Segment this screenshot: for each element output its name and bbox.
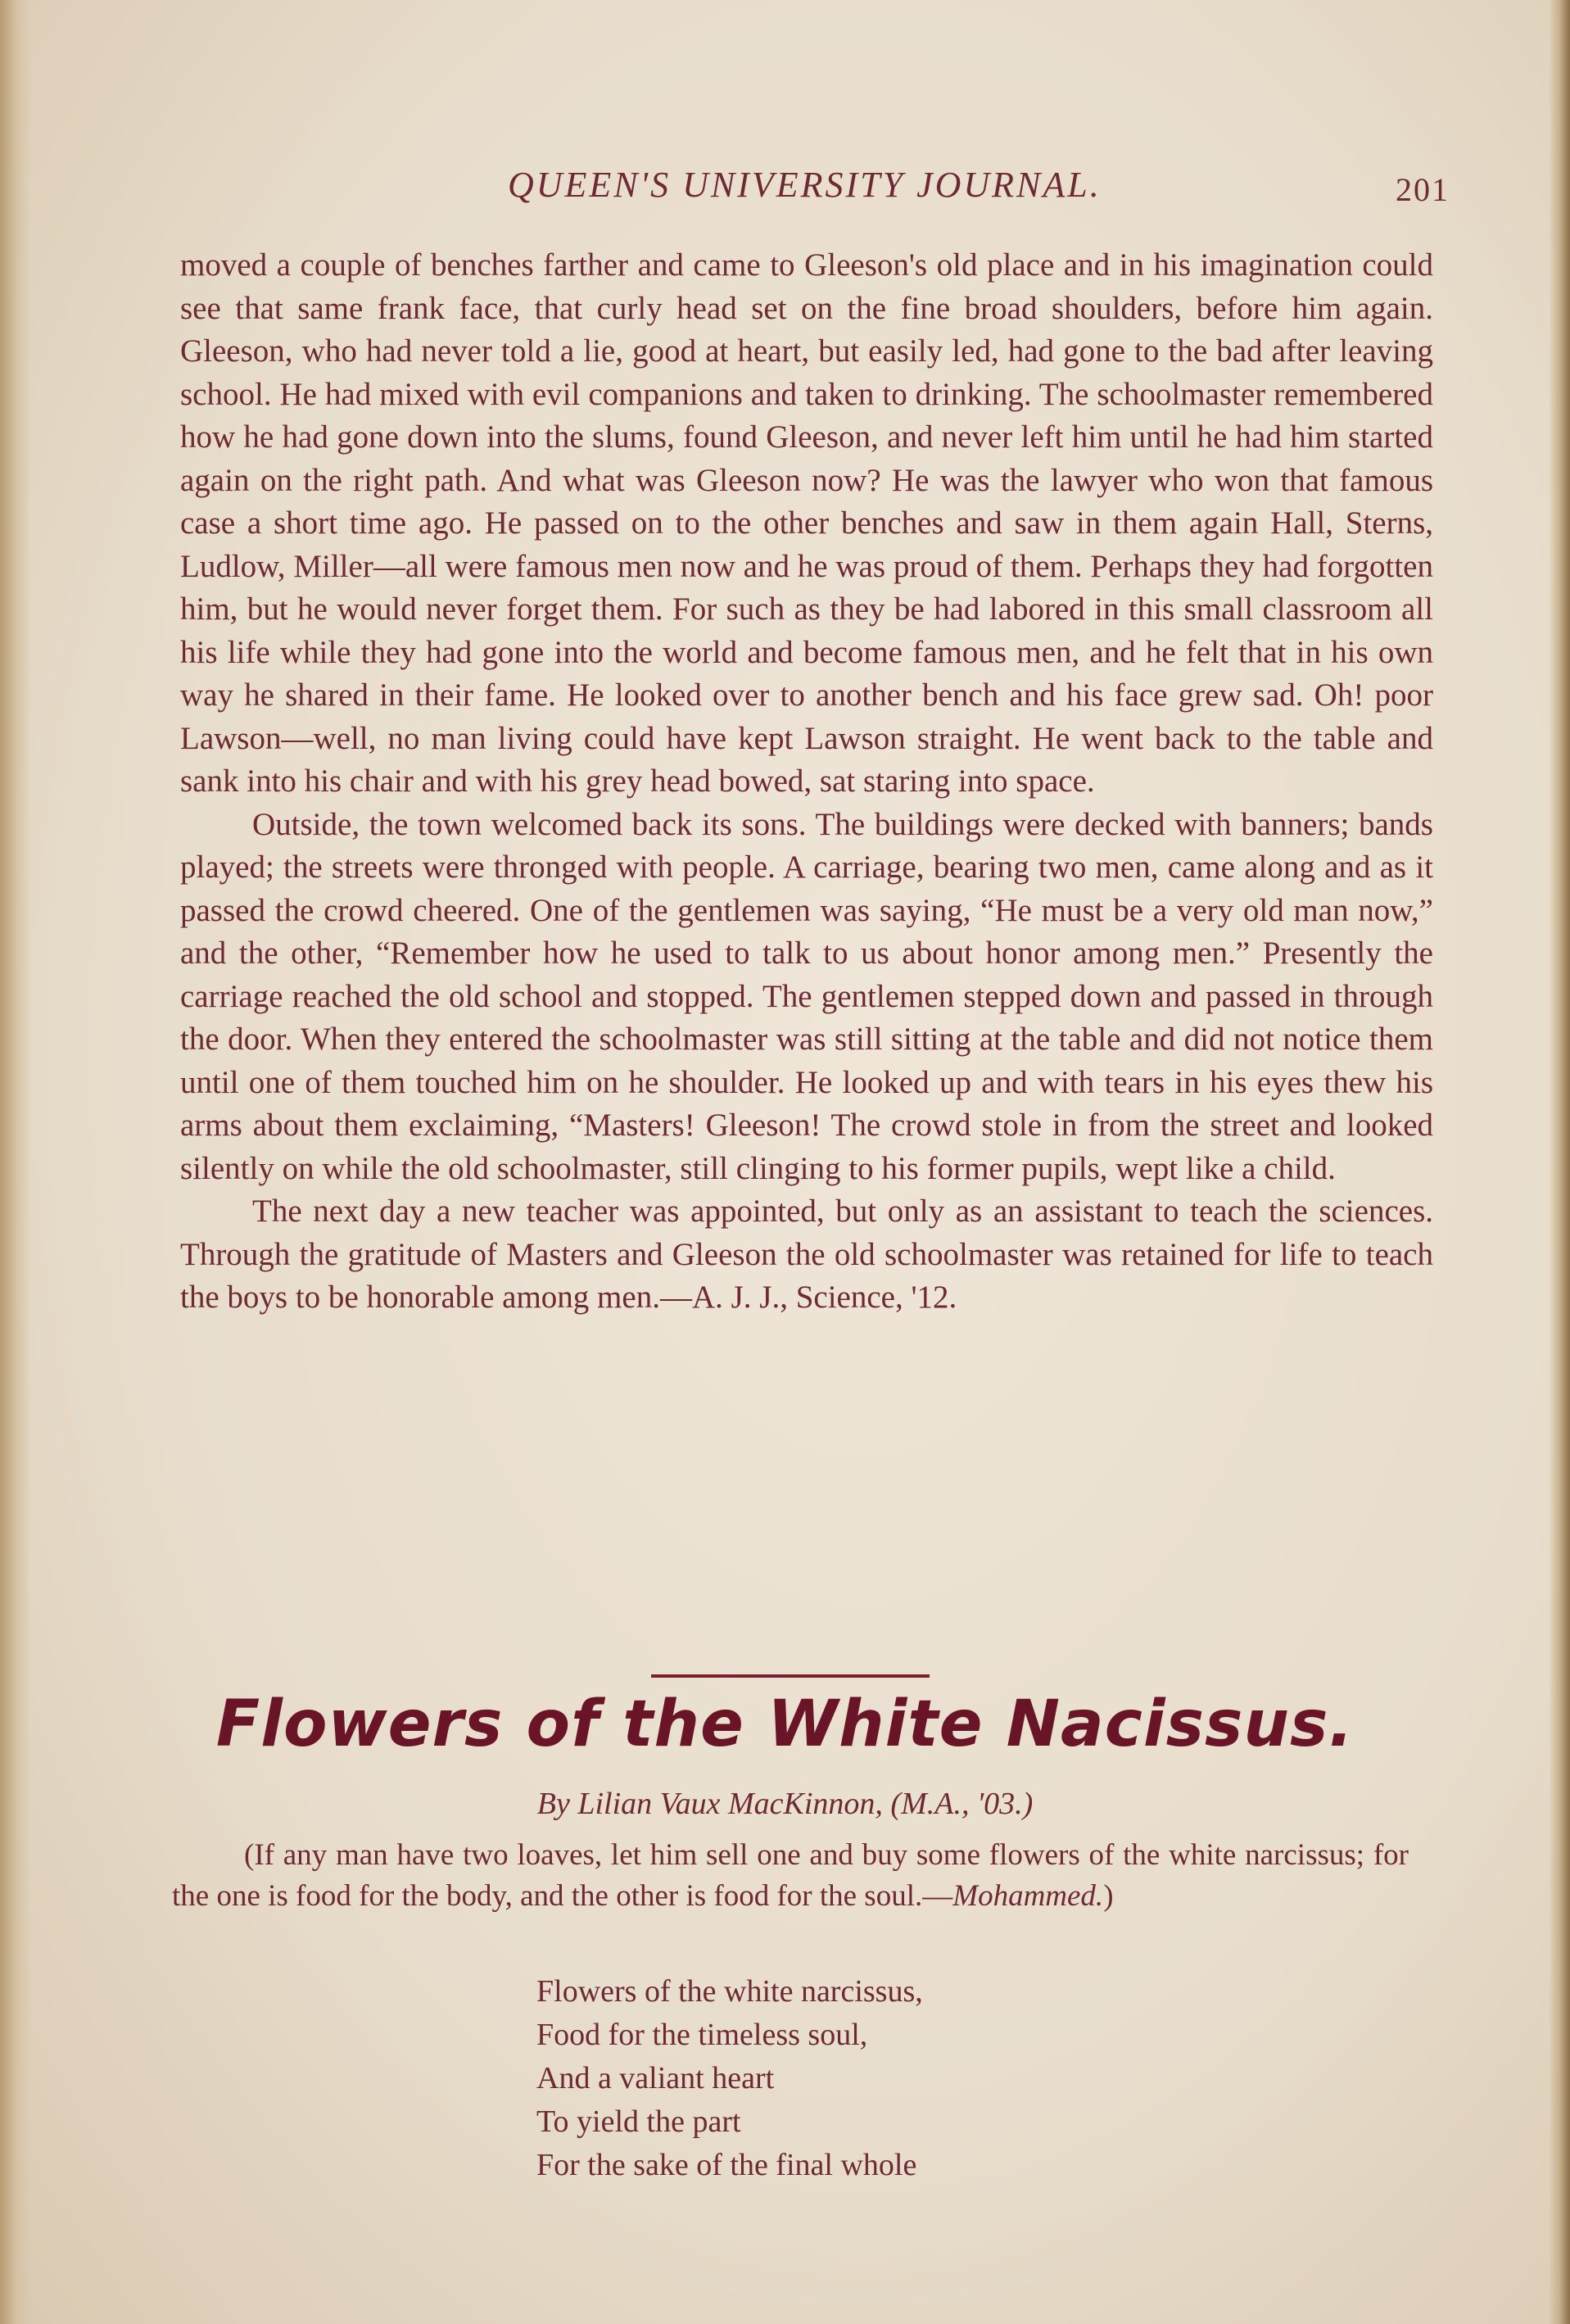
poem-line: Food for the timeless soul, bbox=[536, 2018, 868, 2052]
poem-line: To yield the part bbox=[536, 2104, 741, 2139]
section-divider bbox=[651, 1674, 930, 1678]
story-paragraph-2: Outside, the town welcomed back its sons. The buildings were decked with banners; bands played; the streets were thronged with people. A carriage, bearing two men, came along and as it passed the crowd cheered. One of the gentlemen was saying, “He must be a very old man now,” and the other, “Remember how he used to talk to us about honor among men.” Presently the carriage reached the old school and stopped. The gentlemen stepped down and passed in through the door. When they entered the schoolmaster was still sitting at the table and did not notice them until one of them touched him on he shoulder. He looked up and with tears in his eyes thew his arms about them exclaiming, “Masters! Gleeson! The crowd stole in from the street and looked silently on while the old schoolmaster, still clinging to his former pupils, wept like a child. bbox=[180, 806, 1433, 1186]
journal-title: QUEEN'S UNIVERSITY JOURNAL. bbox=[508, 165, 1102, 205]
story-paragraph-3: The next day a new teacher was appointed, but only as an assistant to teach the sciences. Through the gratitude of Masters and Gleeson the old schoolmaster was retained for life to teach the boys to be honorable among men.—A. J. J., Science, '12. bbox=[180, 1194, 1433, 1315]
story-text bbox=[180, 244, 1433, 1320]
page-number: 201 bbox=[1396, 171, 1450, 208]
poem-byline: By Lilian Vaux MacKinnon, (M.A., '03.) bbox=[536, 1787, 1034, 1821]
poem-title: Flowers of the White Nacissus. bbox=[215, 1688, 1355, 1761]
page-edge-left bbox=[0, 0, 31, 2324]
page-edge-right bbox=[1549, 0, 1570, 2324]
poem-line: And a valiant heart bbox=[536, 2061, 775, 2095]
poem-line: Flowers of the white narcissus, bbox=[536, 1974, 923, 2009]
poem-line: For the sake of the final whole bbox=[536, 2148, 917, 2182]
story-paragraph-1: moved a couple of benches farther and came to Gleeson's old place and in his imagination could see that same frank face, that curly head set on the fine broad shoulders, before him again. Gleeson, who had never told a lie, good at heart, but easily led, had gone to the bad after leaving school. He had mixed with evil companions and taken to drinking. The schoolmaster remembered how he had gone down into the slums, found Gleeson, and never left him until he had him started again on the right path. And what was Gleeson now? He was the lawyer who won that famous case a short time ago. He passed on to the other benches and saw in them again Hall, Sterns, Ludlow, Miller—all were famous men now and he was proud of them. Perhaps they had forgotten him, but he would never forget them. For such as they be had labored in this small classroom all his life while they had gone into the world and become famous men, and he felt that in his own way he shared in their fame. He looked over to another bench and his face grew sad. Oh! poor Lawson—well, no man living could have kept Lawson straight. He went back to the table and sank into his chair and with his grey head bowed, sat staring into space. bbox=[180, 247, 1433, 799]
poem-epigraph bbox=[172, 1835, 1409, 1917]
running-header bbox=[188, 164, 1450, 221]
epigraph-attribution: Mohammed. bbox=[952, 1879, 1104, 1913]
epigraph-text: (If any man have two loaves, let him sell one and buy some flowers of the white narcissus; for the one is food for the body, and the other is food for the soul.— bbox=[172, 1838, 1409, 1913]
poem-stanza bbox=[536, 1970, 1274, 2187]
epigraph-close: ) bbox=[1103, 1879, 1114, 1913]
